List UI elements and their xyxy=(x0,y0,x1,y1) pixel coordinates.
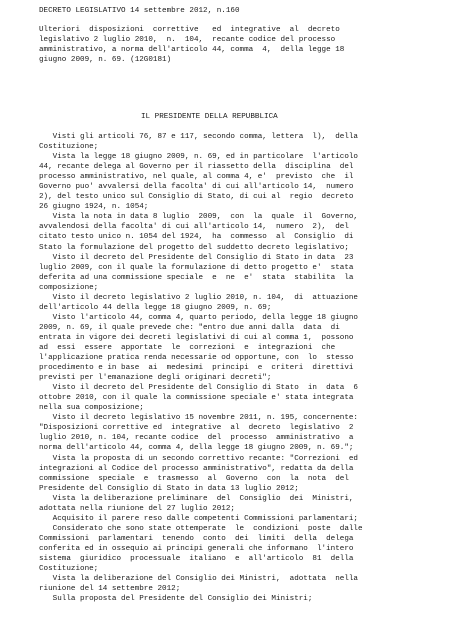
preamble-line: Considerato che sono state ottemperate le condizioni poste dalle xyxy=(39,524,363,533)
preamble-line: Visto l'articolo 44, comma 4, quarto periodo, della legge 18 giugno xyxy=(39,313,358,322)
preamble-line: norma dell'articolo 44, comma 4, della legge 18 giugno 2009, n. 69."; xyxy=(39,444,354,453)
preamble-line: Sulla proposta del Presidente del Consiglio dei Ministri; xyxy=(39,595,313,604)
summary-line: giugno 2009, n. 69. (12G0181) xyxy=(39,56,172,65)
preamble-line: Vista la deliberazione del Consiglio dei Ministri, adottata nella xyxy=(39,575,358,584)
preamble-line: Vista la nota in data 8 luglio 2009, con la quale il Governo, xyxy=(39,213,358,222)
preamble-line: Visto il decreto del Presidente del Consiglio di Stato in data 6 xyxy=(39,384,358,393)
preamble-line: 2), del testo unico sul Consiglio di Stato, di cui al regio decreto xyxy=(39,193,354,202)
preamble-line: 26 giugno 1924, n. 1054; xyxy=(39,203,149,212)
preamble-line: nella sua composizione; xyxy=(39,404,144,413)
summary-line: amministrativo, a norma dell'articolo 44, comma 4, della legge 18 xyxy=(39,46,345,55)
preamble-line: deferita ad una commissione speciale e ne e' stata stabilita la xyxy=(39,273,354,282)
preamble-line: luglio 2010, n. 104, recante codice del processo amministrativo a xyxy=(39,434,354,443)
preamble-line: Visti gli articoli 76, 87 e 117, secondo comma, lettera l), della xyxy=(39,133,358,141)
preamble-line: luglio 2009, con il quale la formulazione di detto progetto e' stata xyxy=(39,263,354,272)
preamble-line: riunione del 14 settembre 2012; xyxy=(39,585,181,594)
preamble-line: sistema giuridico processuale italiano e all'articolo 81 della xyxy=(39,554,354,563)
preamble-line: Visto il decreto del Presidente del Consiglio di Stato in data 23 xyxy=(39,253,354,262)
preamble-line: ottobre 2010, con il quale la commissione speciale e' stata integrata xyxy=(39,394,354,403)
decree-preamble xyxy=(39,132,459,604)
preamble-line: Visto il decreto legislativo 2 luglio 2010, n. 104, di attuazione xyxy=(39,293,358,302)
preamble-line: avvalendosi della facolta' di cui all'articolo 14, numero 2), del xyxy=(39,223,349,232)
preamble-line: 2009, n. 69, il quale prevede che: "entro due anni dalla data di xyxy=(39,323,340,332)
preamble-line: adottata nella riunione del 27 luglio 2012; xyxy=(39,504,235,513)
preamble-line: Costituzione; xyxy=(39,143,99,152)
preamble-line: Visto il decreto legislativo 15 novembre 2011, n. 195, concernente: xyxy=(39,414,358,423)
preamble-line: l'applicazione pratica renda necessarie od opportune, con lo stesso xyxy=(39,354,354,363)
preamble-line: Acquisito il parere reso dalle competenti Commissioni parlamentari; xyxy=(39,514,358,523)
preamble-line: Costituzione; xyxy=(39,565,99,574)
preamble-line: conferita ed in ossequio ai principi generali che informano l'intero xyxy=(39,544,354,553)
preamble-line: Commissioni parlamentari tenendo conto dei limiti della delega xyxy=(39,534,354,543)
preamble-line: Presidente del Consiglio di Stato in data 13 luglio 2012; xyxy=(39,484,299,493)
preamble-line: Governo puo' avvalersi della facolta' di cui all'articolo 14, numero xyxy=(39,183,354,192)
preamble-line: Stato la formulazione del progetto del suddetto decreto legislativo; xyxy=(39,243,349,252)
preamble-line: ad essi essere apportate le correzioni e integrazioni che xyxy=(39,343,336,352)
preamble-line: "Disposizioni correttive ed integrative al decreto legislativo 2 xyxy=(39,424,354,433)
decree-summary xyxy=(39,25,459,65)
preamble-line: composizione; xyxy=(39,283,99,292)
summary-line: Ulteriori disposizioni correttive ed integrative al decreto xyxy=(39,26,340,34)
preamble-line: Vista la legge 18 giugno 2009, n. 69, ed in particolare l'articolo xyxy=(39,153,358,162)
preamble-line: processo amministrativo, nel quale, al comma 4, e' previsto che il xyxy=(39,173,354,182)
preamble-line: integrazioni al Codice del processo amministrativo", redatta da della xyxy=(39,464,354,473)
preamble-line: commissione speciale e trasmesso al Governo con la nota del xyxy=(39,474,349,483)
preamble-line: Vista la deliberazione preliminare del Consiglio dei Ministri, xyxy=(39,494,354,503)
preamble-line: dell'articolo 44 della legge 18 giugno 2009, n. 69; xyxy=(39,303,272,312)
preamble-line: entrata in vigore dei decreti legislativi di cui al comma 1, possono xyxy=(39,333,354,342)
preamble-line: 44, recante delega al Governo per il riassetto della disciplina del xyxy=(39,163,354,172)
preamble-line: previsti per l'emanazione degli originari decreti"; xyxy=(39,374,272,383)
issuer-heading: IL PRESIDENTE DELLA REPUBBLICA xyxy=(141,113,278,121)
preamble-line: Vista la proposta di un secondo correttivo recante: "Correzioni ed xyxy=(39,454,358,463)
decree-title: DECRETO LEGISLATIVO 14 settembre 2012, n.160 xyxy=(39,7,240,15)
preamble-line: citato testo unico n. 1054 del 1924, ha commesso al Consiglio di xyxy=(39,233,354,242)
summary-line: legislativo 2 luglio 2010, n. 104, recante codice del processo xyxy=(39,36,336,45)
preamble-line: procedimento e in base ai medesimi principi e criteri direttivi xyxy=(39,364,354,373)
